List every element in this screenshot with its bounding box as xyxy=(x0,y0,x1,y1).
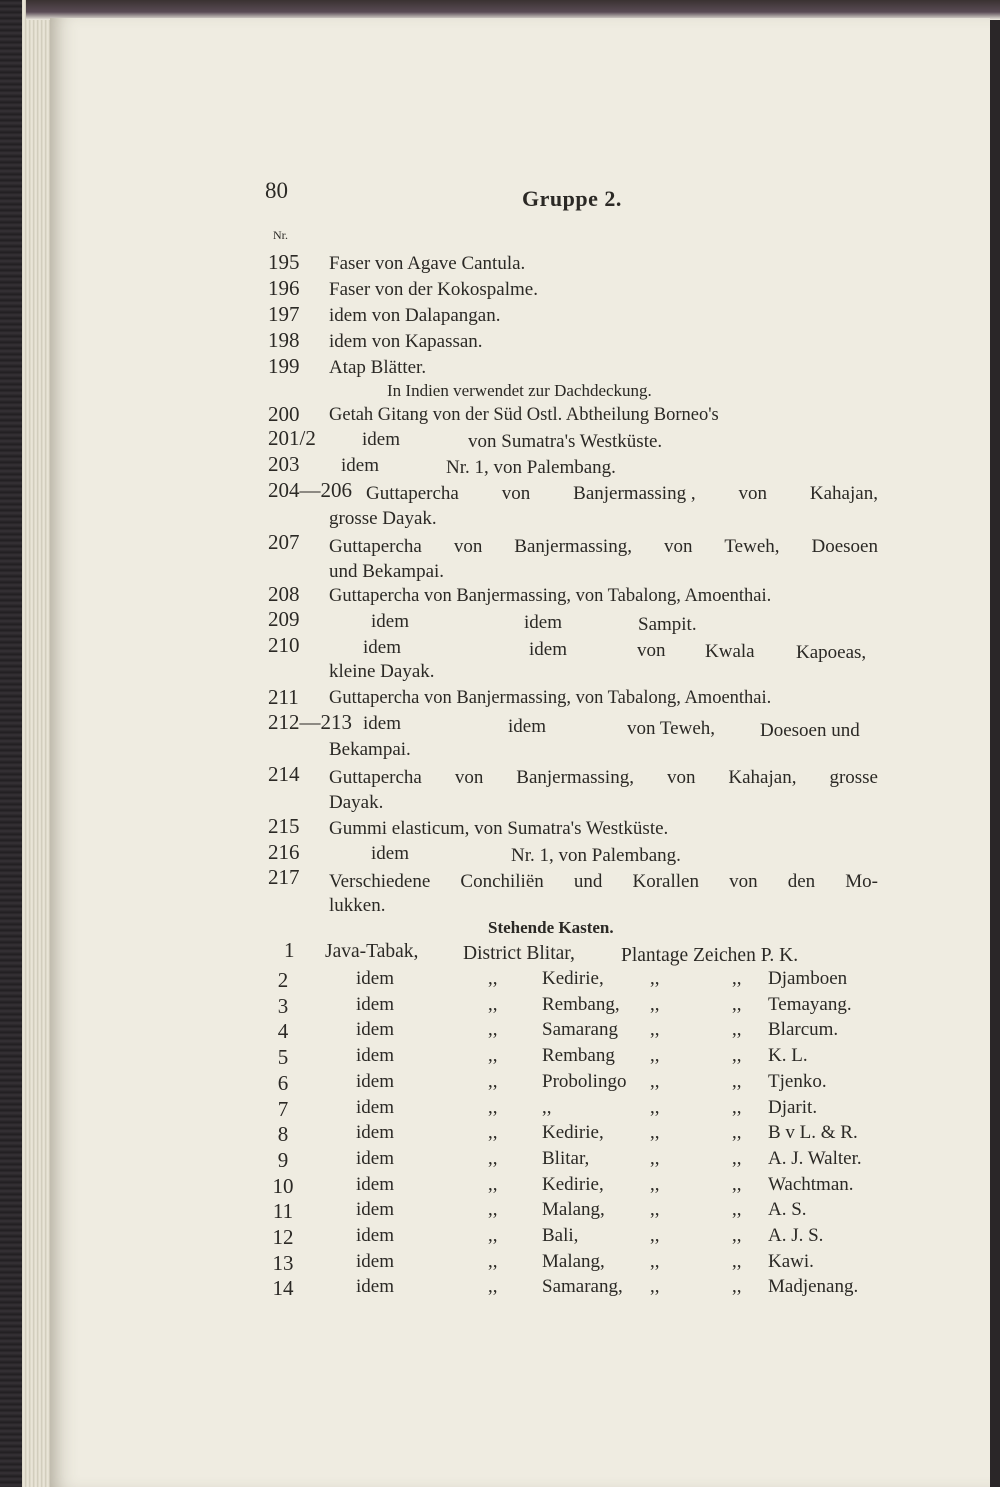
section-title: Stehende Kasten. xyxy=(488,918,614,937)
ditto-mark: ,, xyxy=(488,993,498,1015)
entry-text: Nr. 1, von Palembang. xyxy=(446,457,616,478)
ditto-mark: ,, xyxy=(732,1096,742,1118)
ditto-mark: ,, xyxy=(732,1225,742,1246)
entry-text-line: Guttapercha von Banjermassing , von Kahajan, xyxy=(366,483,878,504)
row-plantation: Plantage Zeichen P. K. xyxy=(621,945,799,966)
entry-idem: idem xyxy=(529,639,567,660)
ditto-mark: ,, xyxy=(488,1096,498,1118)
ditto-mark: ,, xyxy=(732,1070,742,1092)
table-row xyxy=(268,1251,888,1277)
row-number: 6 xyxy=(277,1070,289,1095)
row-number: 4 xyxy=(277,1019,289,1044)
entry-text: Guttapercha von Banjermassing, von Tabalong, Amoenthai. xyxy=(329,586,772,606)
ditto-mark: ,, xyxy=(650,1199,660,1221)
ditto-mark: ,, xyxy=(650,968,660,989)
row-product: idem xyxy=(356,1199,394,1221)
entry-text: Atap Blätter. xyxy=(329,357,427,378)
entry-idem: idem xyxy=(363,713,401,734)
ditto-mark: ,, xyxy=(488,1173,498,1195)
entry-number: 195 xyxy=(268,250,300,274)
row-number: 10 xyxy=(272,1173,294,1198)
row-mark: Djarit. xyxy=(768,1096,818,1118)
entry-text-continuation: lukken. xyxy=(329,895,386,916)
ditto-mark: ,, xyxy=(488,1276,498,1298)
row-place: Bali, xyxy=(542,1225,579,1246)
entry-text: idem von Dalapangan. xyxy=(329,305,501,326)
entry-number: 212—213 xyxy=(268,710,352,734)
row-product: idem xyxy=(356,1250,394,1272)
ditto-mark: ,, xyxy=(650,993,660,1015)
ditto-mark: ,, xyxy=(650,1250,660,1272)
entry-text: Nr. 1, von Palembang. xyxy=(511,845,681,866)
row-mark: Blarcum. xyxy=(768,1019,839,1041)
entry-number: 203 xyxy=(268,452,300,476)
entry-number: 200 xyxy=(268,402,300,426)
table-row xyxy=(268,1174,888,1200)
ditto-mark: ,, xyxy=(650,1276,660,1298)
entry-idem: idem xyxy=(371,843,409,864)
row-mark: Djamboen xyxy=(768,968,848,989)
row-product: idem xyxy=(356,1225,394,1246)
row-number: 13 xyxy=(272,1250,294,1275)
entry-text-continuation: kleine Dayak. xyxy=(329,661,435,682)
table-row xyxy=(268,1019,888,1045)
row-place: Kedirie, xyxy=(542,1122,604,1144)
entry-idem: idem xyxy=(362,429,400,450)
entry-text-line: Guttapercha von Banjermassing, von Kahajan, grosse xyxy=(329,767,878,788)
table-row xyxy=(268,1148,888,1174)
row-product: idem xyxy=(356,968,394,989)
row-mark: A. S. xyxy=(768,1199,807,1221)
entry-text: Guttapercha von Banjermassing, von Tabalong, Amoenthai. xyxy=(329,688,772,708)
row-place: Malang, xyxy=(542,1199,605,1221)
row-product: idem xyxy=(356,1070,394,1092)
entry-word: Doesoen und xyxy=(760,720,860,741)
ditto-mark: ,, xyxy=(650,1122,660,1144)
entry-number: 211 xyxy=(268,685,299,709)
entry-text-line: Guttapercha von Banjermassing, von Teweh, Doesoen xyxy=(329,536,878,557)
row-number: 11 xyxy=(272,1199,294,1224)
entry-idem: idem xyxy=(524,612,562,633)
entry-word: Kapoeas, xyxy=(796,642,867,663)
ditto-mark: ,, xyxy=(650,1096,660,1118)
ditto-mark: ,, xyxy=(488,1225,498,1246)
ditto-mark: ,, xyxy=(650,1225,660,1246)
ditto-mark: ,, xyxy=(732,1276,742,1298)
row-product: idem xyxy=(356,1173,394,1195)
ditto-mark: ,, xyxy=(650,1019,660,1041)
entry-idem: idem xyxy=(371,611,409,632)
row-place: Rembang, xyxy=(542,993,620,1015)
row-product: idem xyxy=(356,1122,394,1144)
entry-number: 210 xyxy=(268,633,300,657)
row-number: 5 xyxy=(277,1045,289,1070)
ditto-mark: ,, xyxy=(732,1019,742,1041)
row-number: 3 xyxy=(277,993,289,1018)
row-product: idem xyxy=(356,1096,394,1118)
row-mark: Kawi. xyxy=(768,1250,814,1272)
ditto-mark: ,, xyxy=(732,1199,742,1221)
table-row xyxy=(268,1199,888,1225)
row-product: idem xyxy=(356,1019,394,1041)
ditto-mark: ,, xyxy=(650,1045,660,1067)
row-mark: Temayang. xyxy=(768,993,852,1015)
row-number: 1 xyxy=(284,938,295,962)
ditto-mark: ,, xyxy=(732,1045,742,1067)
row-product: idem xyxy=(356,1276,394,1298)
row-number: 2 xyxy=(277,968,289,992)
row-mark: Wachtman. xyxy=(768,1173,854,1195)
entry-idem: idem xyxy=(363,637,401,658)
entry-text: Faser von der Kokospalme. xyxy=(329,279,538,300)
row-mark: B v L. & R. xyxy=(768,1122,858,1144)
entry-text: idem von Kapassan. xyxy=(329,331,483,352)
table-row xyxy=(268,1122,888,1148)
table-row xyxy=(268,1276,888,1302)
row-place: Kedirie, xyxy=(542,968,604,989)
ditto-mark: ,, xyxy=(650,1147,660,1169)
entry-text: Sampit. xyxy=(638,614,697,635)
entry-text: von Sumatra's Westküste. xyxy=(468,431,663,452)
table-row xyxy=(268,994,888,1020)
row-mark: A. J. S. xyxy=(768,1225,824,1246)
entry-text: Getah Gitang von der Süd Ostl. Abtheilung Borneo's xyxy=(329,405,719,425)
ditto-mark: ,, xyxy=(732,1173,742,1195)
ditto-mark: ,, xyxy=(650,1070,660,1092)
entry-number: 196 xyxy=(268,276,300,300)
entry-note: In Indien verwendet zur Dachdeckung. xyxy=(387,381,652,400)
page-number: 80 xyxy=(265,178,288,203)
nr-label: Nr. xyxy=(273,228,288,242)
row-district: District Blitar, xyxy=(463,943,575,964)
entry-number: 199 xyxy=(268,354,300,378)
entry-idem: idem xyxy=(341,455,379,476)
entry-number: 197 xyxy=(268,302,300,326)
entry-number: 201/2 xyxy=(268,426,316,450)
row-number: 9 xyxy=(277,1147,289,1172)
page-title: Gruppe 2. xyxy=(522,186,622,211)
row-product: Java-Tabak, xyxy=(325,941,419,962)
ditto-mark: ,, xyxy=(732,1147,742,1169)
row-number: 14 xyxy=(272,1276,294,1301)
row-place: Rembang xyxy=(542,1045,615,1067)
entry-word: von xyxy=(637,640,666,661)
table-row xyxy=(268,1071,888,1097)
entry-number: 215 xyxy=(268,814,300,838)
entry-number: 214 xyxy=(268,762,300,786)
entry-idem: idem xyxy=(508,716,546,737)
entry-word: Kwala xyxy=(705,641,755,662)
row-place: Probolingo xyxy=(542,1070,627,1092)
row-product: idem xyxy=(356,1147,394,1169)
table-row xyxy=(268,1225,888,1251)
entry-number: 208 xyxy=(268,582,300,606)
entry-number: 216 xyxy=(268,840,300,864)
row-place: ,, xyxy=(542,1096,552,1118)
ditto-mark: ,, xyxy=(488,968,498,989)
entry-number: 198 xyxy=(268,328,300,352)
entry-text-continuation: Dayak. xyxy=(329,792,384,813)
ditto-mark: ,, xyxy=(488,1147,498,1169)
row-mark: Madjenang. xyxy=(768,1276,859,1298)
entry-number: 207 xyxy=(268,530,300,554)
table-row xyxy=(268,1097,888,1123)
table-row xyxy=(268,968,888,994)
entry-number: 204—206 xyxy=(268,478,352,502)
ditto-mark: ,, xyxy=(488,1070,498,1092)
row-place: Samarang xyxy=(542,1019,618,1041)
entry-number: 217 xyxy=(268,865,300,889)
ditto-mark: ,, xyxy=(488,1122,498,1144)
ditto-mark: ,, xyxy=(650,1173,660,1195)
ditto-mark: ,, xyxy=(488,1250,498,1272)
entry-text: Faser von Agave Cantula. xyxy=(329,253,526,274)
row-number: 8 xyxy=(277,1122,289,1147)
ditto-mark: ,, xyxy=(488,1199,498,1221)
ditto-mark: ,, xyxy=(488,1019,498,1041)
top-edge xyxy=(26,0,1000,20)
row-product: idem xyxy=(356,1045,394,1067)
entry-text-continuation: und Bekampai. xyxy=(329,561,445,582)
ditto-mark: ,, xyxy=(732,968,742,989)
table-row xyxy=(268,1045,888,1071)
entry-text-continuation: grosse Dayak. xyxy=(329,508,437,529)
row-place: Kedirie, xyxy=(542,1173,604,1195)
row-number: 12 xyxy=(272,1225,294,1249)
row-place: Blitar, xyxy=(542,1147,590,1169)
ditto-mark: ,, xyxy=(732,1250,742,1272)
row-place: Samarang, xyxy=(542,1276,623,1298)
ditto-mark: ,, xyxy=(732,993,742,1015)
row-number: 7 xyxy=(277,1096,289,1121)
row-mark: A. J. Walter. xyxy=(768,1147,862,1169)
row-place: Malang, xyxy=(542,1250,605,1272)
entry-text-line: Verschiedene Conchiliën und Korallen von den Mo- xyxy=(329,871,878,892)
row-product: idem xyxy=(356,993,394,1015)
row-mark: Tjenko. xyxy=(768,1070,827,1092)
entry-number: 209 xyxy=(268,607,300,631)
entry-word: von Teweh, xyxy=(627,718,716,739)
ditto-mark: ,, xyxy=(488,1045,498,1067)
entry-text-continuation: Bekampai. xyxy=(329,739,411,760)
ditto-mark: ,, xyxy=(732,1122,742,1144)
entry-text: Gummi elasticum, von Sumatra's Westküste. xyxy=(329,818,669,839)
row-mark: K. L. xyxy=(768,1045,808,1067)
